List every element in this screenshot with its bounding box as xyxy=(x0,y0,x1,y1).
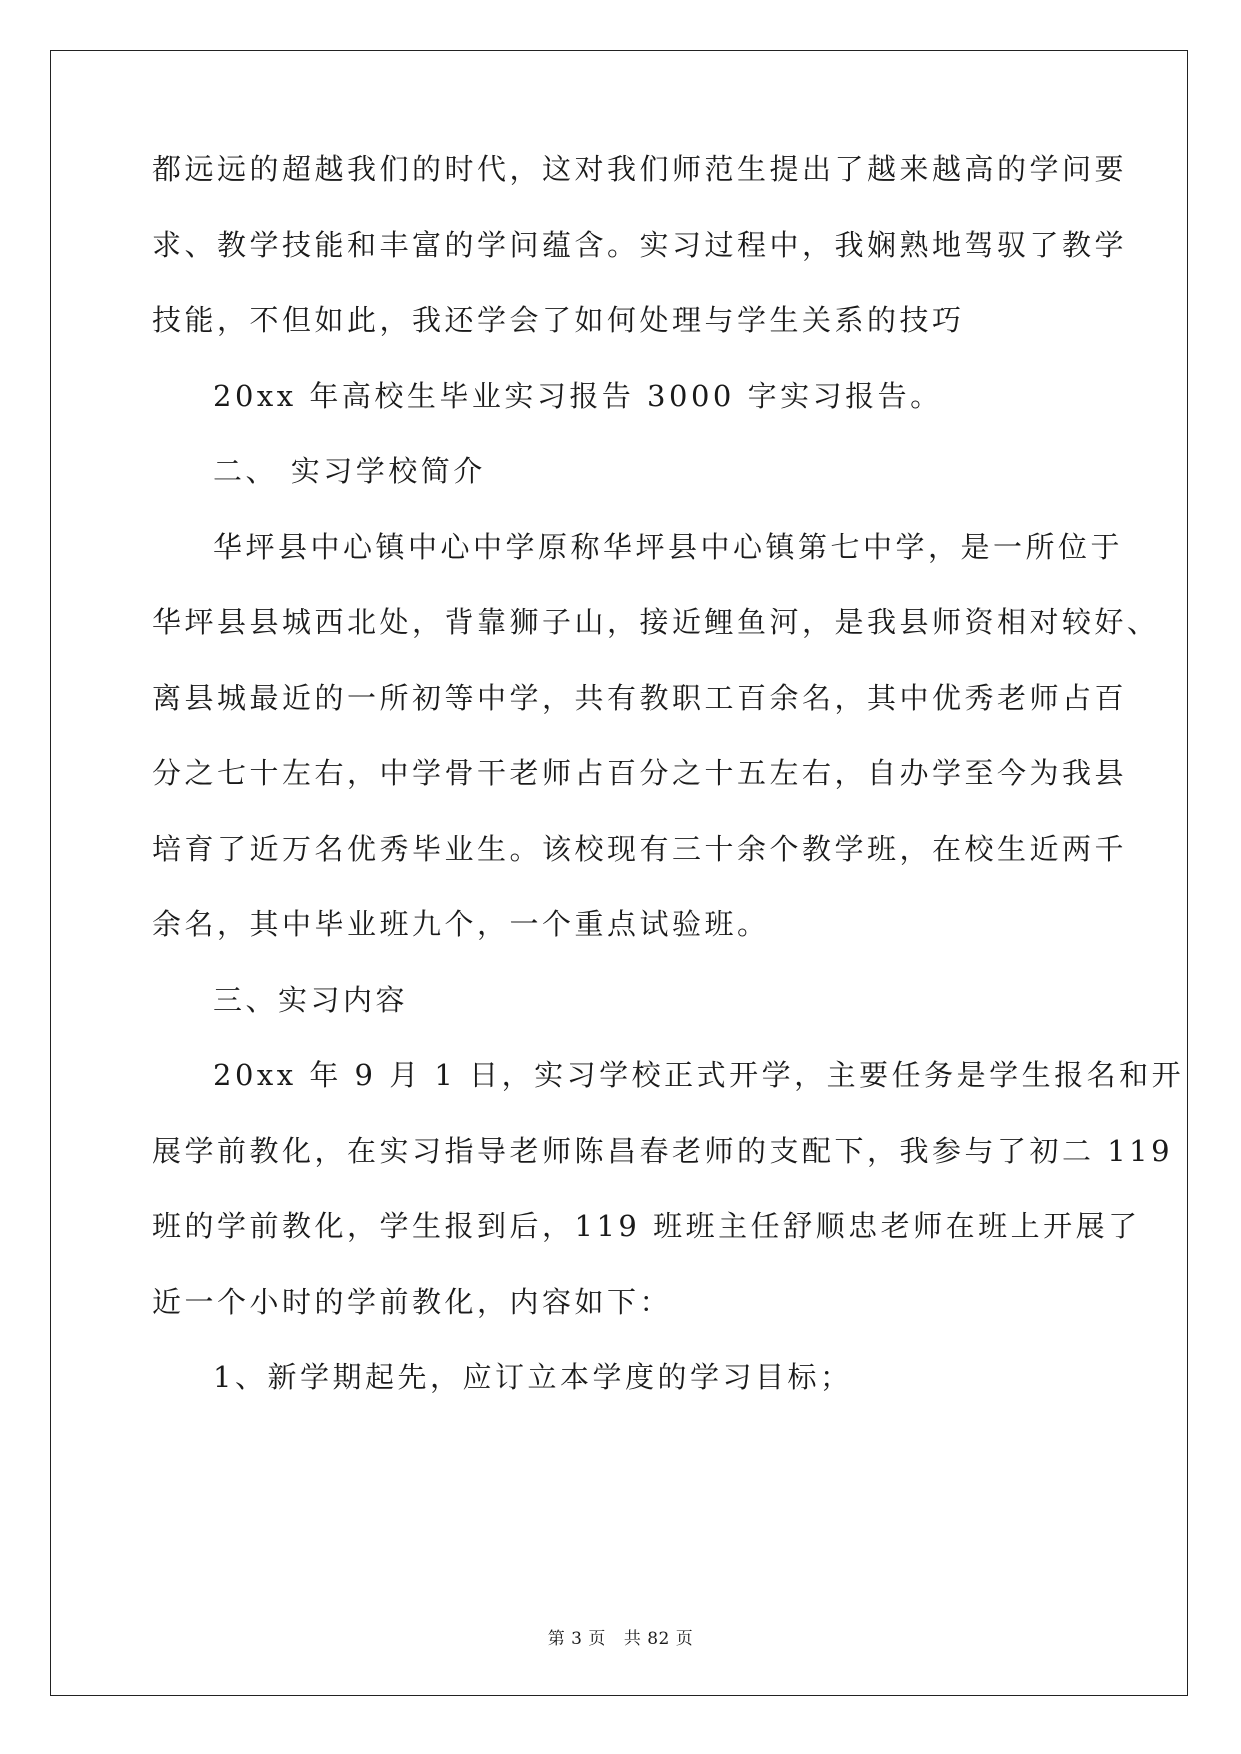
paragraph-line: 华坪县县城西北处，背靠狮子山，接近鲤鱼河，是我县师资相对较好、 xyxy=(152,605,1160,639)
paragraph-line: 20xx 年 9 月 1 日，实习学校正式开学，主要任务是学生报名和开 xyxy=(213,1058,1185,1092)
paragraph-line: 离县城最近的一所初等中学，共有教职工百余名，其中优秀老师占百 xyxy=(152,681,1128,715)
section-heading: 二、 实习学校简介 xyxy=(213,454,486,488)
page-frame xyxy=(50,50,1188,1696)
paragraph-line: 20xx 年高校生毕业实习报告 3000 字实习报告。 xyxy=(213,379,943,413)
paragraph-line: 培育了近万名优秀毕业生。该校现有三十余个教学班，在校生近两千 xyxy=(152,832,1128,866)
page-total: 共 82 页 xyxy=(623,1629,694,1649)
list-item: 1、新学期起先，应订立本学度的学习目标； xyxy=(213,1360,853,1394)
paragraph-line: 展学前教化，在实习指导老师陈昌春老师的支配下，我参与了初二 119 xyxy=(152,1134,1174,1168)
paragraph-line: 技能，不但如此，我还学会了如何处理与学生关系的技巧 xyxy=(152,303,965,337)
page-footer xyxy=(0,1631,1241,1648)
section-heading: 三、实习内容 xyxy=(213,983,409,1017)
paragraph-line: 余名，其中毕业班九个，一个重点试验班。 xyxy=(152,907,770,941)
paragraph-line: 班的学前教化，学生报到后，119 班班主任舒顺忠老师在班上开展了 xyxy=(152,1209,1141,1243)
page-number: 第 3 页 xyxy=(547,1629,606,1649)
paragraph-line: 分之七十左右，中学骨干老师占百分之十五左右，自办学至今为我县 xyxy=(152,756,1128,790)
paragraph-line: 求、教学技能和丰富的学问蕴含。实习过程中，我娴熟地驾驭了教学 xyxy=(152,228,1128,262)
paragraph-line: 华坪县中心镇中心中学原称华坪县中心镇第七中学，是一所位于 xyxy=(213,530,1124,564)
paragraph-line: 都远远的超越我们的时代，这对我们师范生提出了越来越高的学问要 xyxy=(152,152,1128,186)
paragraph-line: 近一个小时的学前教化，内容如下： xyxy=(152,1285,673,1319)
